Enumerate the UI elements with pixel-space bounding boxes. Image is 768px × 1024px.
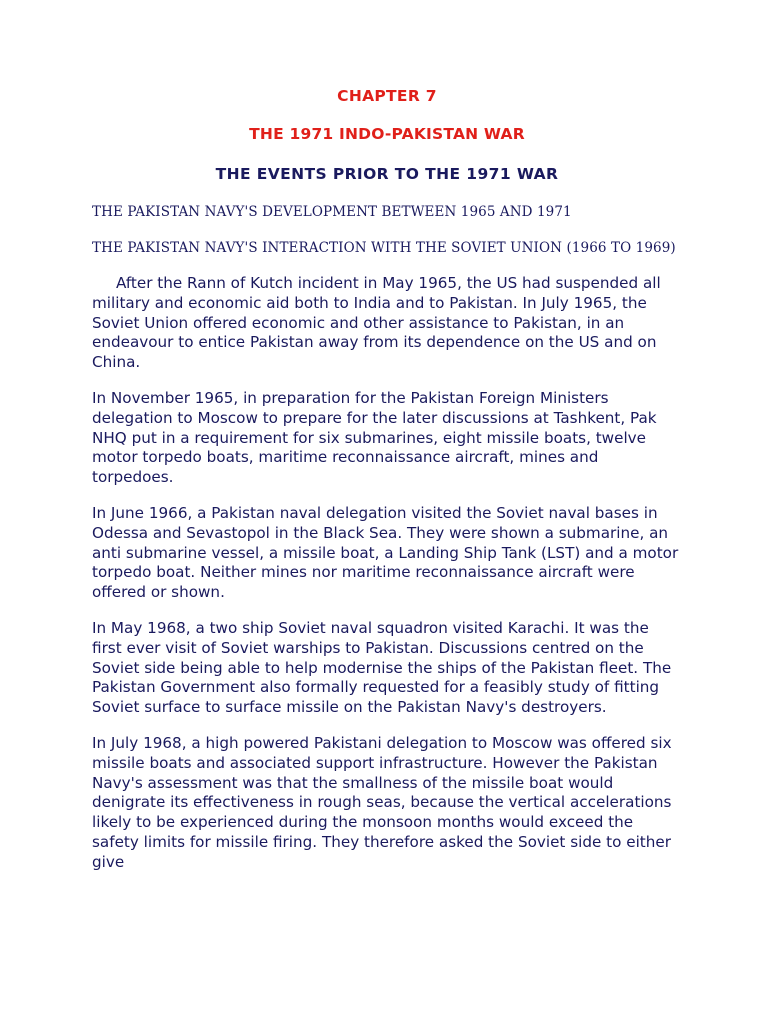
paragraph-rann-of-kutch: After the Rann of Kutch incident in May 1965, the US had suspended all military and economic aid both to India and to Pakistan. In July 1965, the Soviet Union offered economic and other assistance to Pakistan, in an endeavour to entice Pakistan away from its dependence on the US and on China. bbox=[92, 274, 661, 372]
paragraph-may-1968: In May 1968, a two ship Soviet naval squadron visited Karachi. It was the first ever visit of Soviet warships to Pakistan. Discussions centred on the Soviet side being able to help modernise the ships of the Pakistan fleet. The Pakistan Government also formally requested for a feasibly study of fitting Soviet surface to surface missile on the Pakistan Navy's destroyers. bbox=[92, 618, 672, 717]
paragraph-november-1965: In November 1965, in preparation for the Pakistan Foreign Ministers delegation to Moscow to prepare for the later discussions at Tashkent, Pak NHQ put in a requirement for six submarines, eight missile boats, twelve motor torpedo boats, maritime reconnaissance aircraft, mines and torpedoes. bbox=[92, 388, 657, 487]
section-heading-soviet-interaction: THE PAKISTAN NAVY'S INTERACTION WITH THE SOVIET UNION (1966 TO 1969) bbox=[92, 240, 676, 256]
chapter-heading: CHAPTER 7 bbox=[337, 87, 437, 105]
paragraph-june-1966: In June 1966, a Pakistan naval delegation visited the Soviet naval bases in Odessa and Sevastopol in the Black Sea. They were shown a submarine, an anti submarine vessel, a missile boat, a Landing Ship Tank (LST) and a motor torpedo boat. Neither mines nor maritime reconnaissance aircraft were offered or shown. bbox=[92, 503, 679, 602]
paragraph-july-1968: In July 1968, a high powered Pakistani delegation to Moscow was offered six missile boats and associated support infrastructure. However the Pakistan Navy's assessment was that the smallness of the missile boat would denigrate its effectiveness in rough seas, because the vertical accelerations likely to be experienced during the monsoon months would exceed the safety limits for missile firing. They therefore asked the Soviet side to either give bbox=[92, 733, 672, 871]
chapter-subtitle: THE EVENTS PRIOR TO THE 1971 WAR bbox=[215, 165, 559, 183]
document-page bbox=[92, 86, 682, 889]
section-heading-development: THE PAKISTAN NAVY'S DEVELOPMENT BETWEEN 1965 AND 1971 bbox=[92, 204, 572, 220]
chapter-title: THE 1971 INDO-PAKISTAN WAR bbox=[249, 125, 525, 143]
